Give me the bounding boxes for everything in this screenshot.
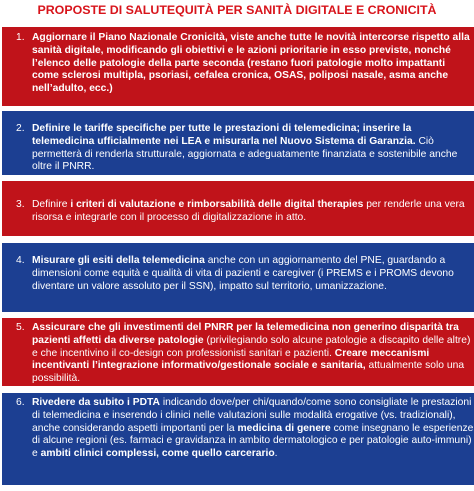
item-text: Misurare gli esiti della telemedicina anche con un aggiornamento del PNE, guardando a dimensioni come equità e qualità di vita di pazienti e caregiver (i PREMS e i PROMS devono diventare un valore assoluto per il SSN), impatto sul territorio, umanizzazione. bbox=[32, 255, 454, 292]
proposal-item-6 bbox=[2, 393, 474, 485]
proposal-item-4 bbox=[2, 243, 474, 312]
item-text: Aggiornare il Piano Nazionale Cronicità, viste anche tutte le novità intercorse rispetto alla sanità digitale, modificando gli obiettivi e le azioni prioritarie in esso previste, nonché l’elenco delle patologie della parte seconda (restano fuori patologie molto impattanti come sclerosi multipla, psoriasi, cefalea cronica, OSAS, poliposi nasale, asma anche nell’adulto, ecc.) bbox=[32, 32, 470, 95]
item-text: Assicurare che gli investimenti del PNRR per la telemedicina non generino disparità tra pazienti affetti da diverse patologie (privilegiando solo alcune patologie a discapito delle altre) e che incentivino il co-design con professionisti sanitari e pazienti. Creare meccanismi incentivanti l’integrazione informativo/gestionale sociale e sanitaria, attualmente solo una possibilità. bbox=[32, 322, 471, 385]
item-text: Definire i criteri di valutazione e rimborsabilità delle digital therapies per renderle una vera risorsa e integrarle con il processo di digitalizzazione in atto. bbox=[32, 199, 465, 223]
item-number: 5. bbox=[16, 322, 25, 333]
item-text: Rivedere da subito i PDTA indicando dove/per chi/quando/come sono consigliate le prestazioni di telemedicina e inserendo i clinici nelle valutazioni sulle modalità erogative (vs. tradizionali), anche considerando aspetti importanti per la medicina di genere come insegnano le esperienze di alcune regioni (es. farmaci e gravidanza in ambito dermatologico e per patologie auto-immuni) e ambiti clinici complessi, come quello carcerario. bbox=[32, 397, 474, 460]
item-number: 3. bbox=[16, 199, 25, 210]
proposal-item-2 bbox=[2, 111, 474, 175]
item-text: Definire le tariffe specifiche per tutte le prestazioni di telemedicina; inserire la telemedicina ufficialmente nei LEA e misurarla nel Nuovo Sistema di Garanzia. Ciò permetterà di renderla strutturale, aggiornata e adeguatamente finanziata e sostenibile anche oltre il PNRR. bbox=[32, 123, 458, 173]
proposal-item-5 bbox=[2, 318, 474, 386]
proposal-item-1 bbox=[2, 27, 474, 106]
item-number: 1. bbox=[16, 32, 25, 43]
proposal-item-3 bbox=[2, 181, 474, 236]
item-number: 6. bbox=[16, 397, 25, 408]
item-number: 2. bbox=[16, 123, 25, 134]
item-number: 4. bbox=[16, 255, 25, 266]
page-title: PROPOSTE DI SALUTEQUITÀ PER SANITÀ DIGITALE E CRONICITÀ bbox=[37, 3, 437, 17]
